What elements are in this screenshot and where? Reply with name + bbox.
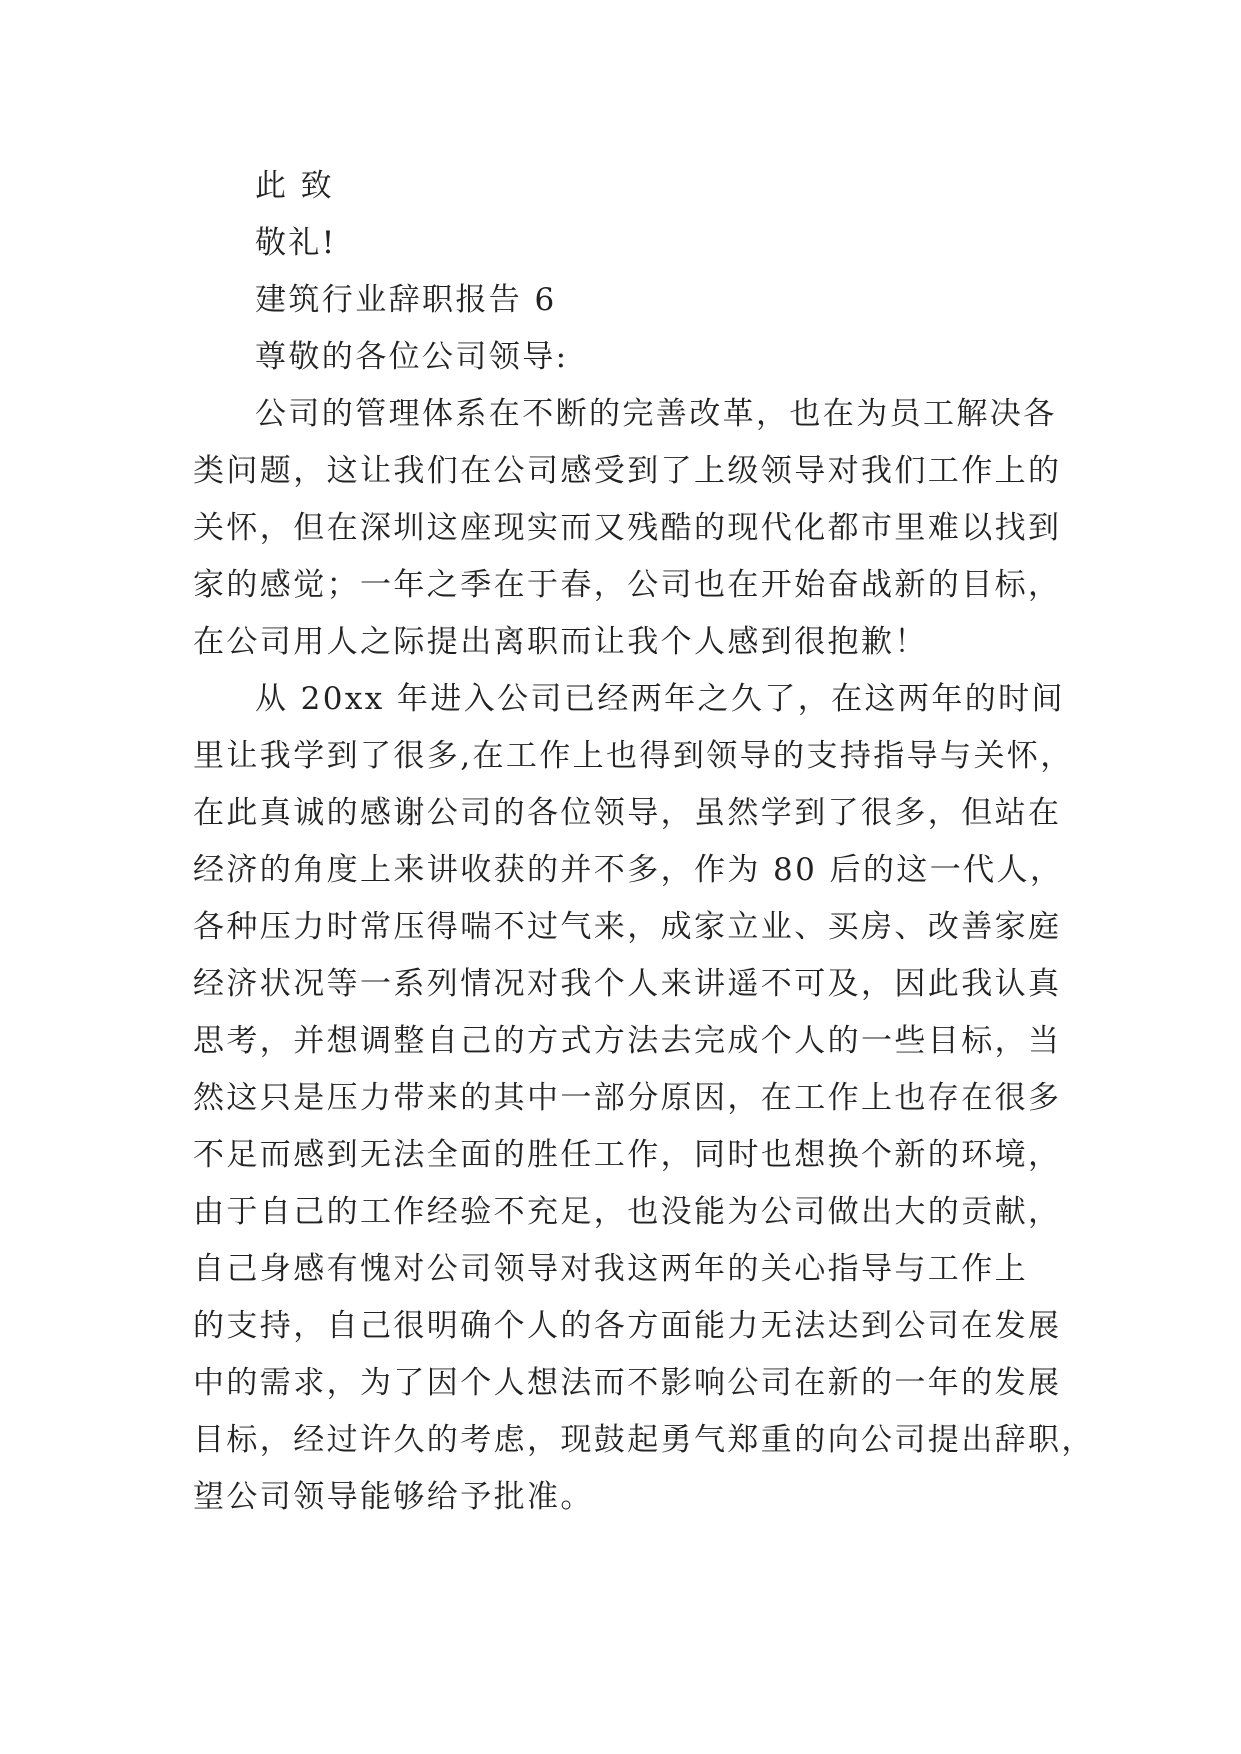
paragraph-line: 望公司领导能够给予批准。 [193, 1479, 594, 1515]
salutation: 尊敬的各位公司领导: [255, 339, 569, 375]
paragraph-line: 经济的角度上来讲收获的并不多，作为 80 后的这一代人， [193, 852, 1064, 888]
paragraph-line: 思考，并想调整自己的方式方法去完成个人的一些目标，当 [193, 1023, 1062, 1059]
document-title: 建筑行业辞职报告 6 [255, 282, 557, 318]
paragraph-line: 在此真诚的感谢公司的各位领导，虽然学到了很多，但站在 [193, 795, 1062, 831]
paragraph-line: 各种压力时常压得喘不过气来，成家立业、买房、改善家庭 [193, 909, 1062, 945]
paragraph-2 [193, 671, 1095, 1526]
paragraph-line: 里让我学到了很多,在工作上也得到领导的支持指导与关怀， [193, 738, 1074, 774]
paragraph-line: 在公司用人之际提出离职而让我个人感到很抱歉！ [193, 624, 928, 660]
paragraph-line: 的支持，自己很明确个人的各方面能力无法达到公司在发展 [193, 1308, 1062, 1344]
paragraph-line: 然这只是压力带来的其中一部分原因，在工作上也存在很多 [193, 1080, 1062, 1116]
paragraph-1 [193, 386, 1062, 671]
paragraph-line: 公司的管理体系在不断的完善改革，也在为员工解决各 [255, 396, 1057, 432]
paragraph-line: 从 20xx 年进入公司已经两年之久了，在这两年的时间 [255, 681, 1065, 717]
document-body [193, 158, 1095, 1526]
paragraph-line: 目标，经过许久的考虑，现鼓起勇气郑重的向公司提出辞职， [193, 1422, 1095, 1458]
paragraph-line: 由于自己的工作经验不充足，也没能为公司做出大的贡献， [193, 1194, 1062, 1230]
paragraph-line: 经济状况等一系列情况对我个人来讲遥不可及，因此我认真 [193, 966, 1062, 1002]
closing-line: 此 致 [255, 168, 335, 204]
paragraph-line: 中的需求，为了因个人想法而不影响公司在新的一年的发展 [193, 1365, 1062, 1401]
closing-regards: 敬礼! [255, 225, 337, 261]
paragraph-line: 类问题，这让我们在公司感受到了上级领导对我们工作上的 [193, 453, 1062, 489]
paragraph-line: 自己身感有愧对公司领导对我这两年的关心指导与工作上 [193, 1251, 1028, 1287]
paragraph-line: 关怀，但在深圳这座现实而又残酷的现代化都市里难以找到 [193, 510, 1062, 546]
paragraph-line: 家的感觉；一年之季在于春，公司也在开始奋战新的目标， [193, 567, 1062, 603]
paragraph-line: 不足而感到无法全面的胜任工作，同时也想换个新的环境， [193, 1137, 1062, 1173]
